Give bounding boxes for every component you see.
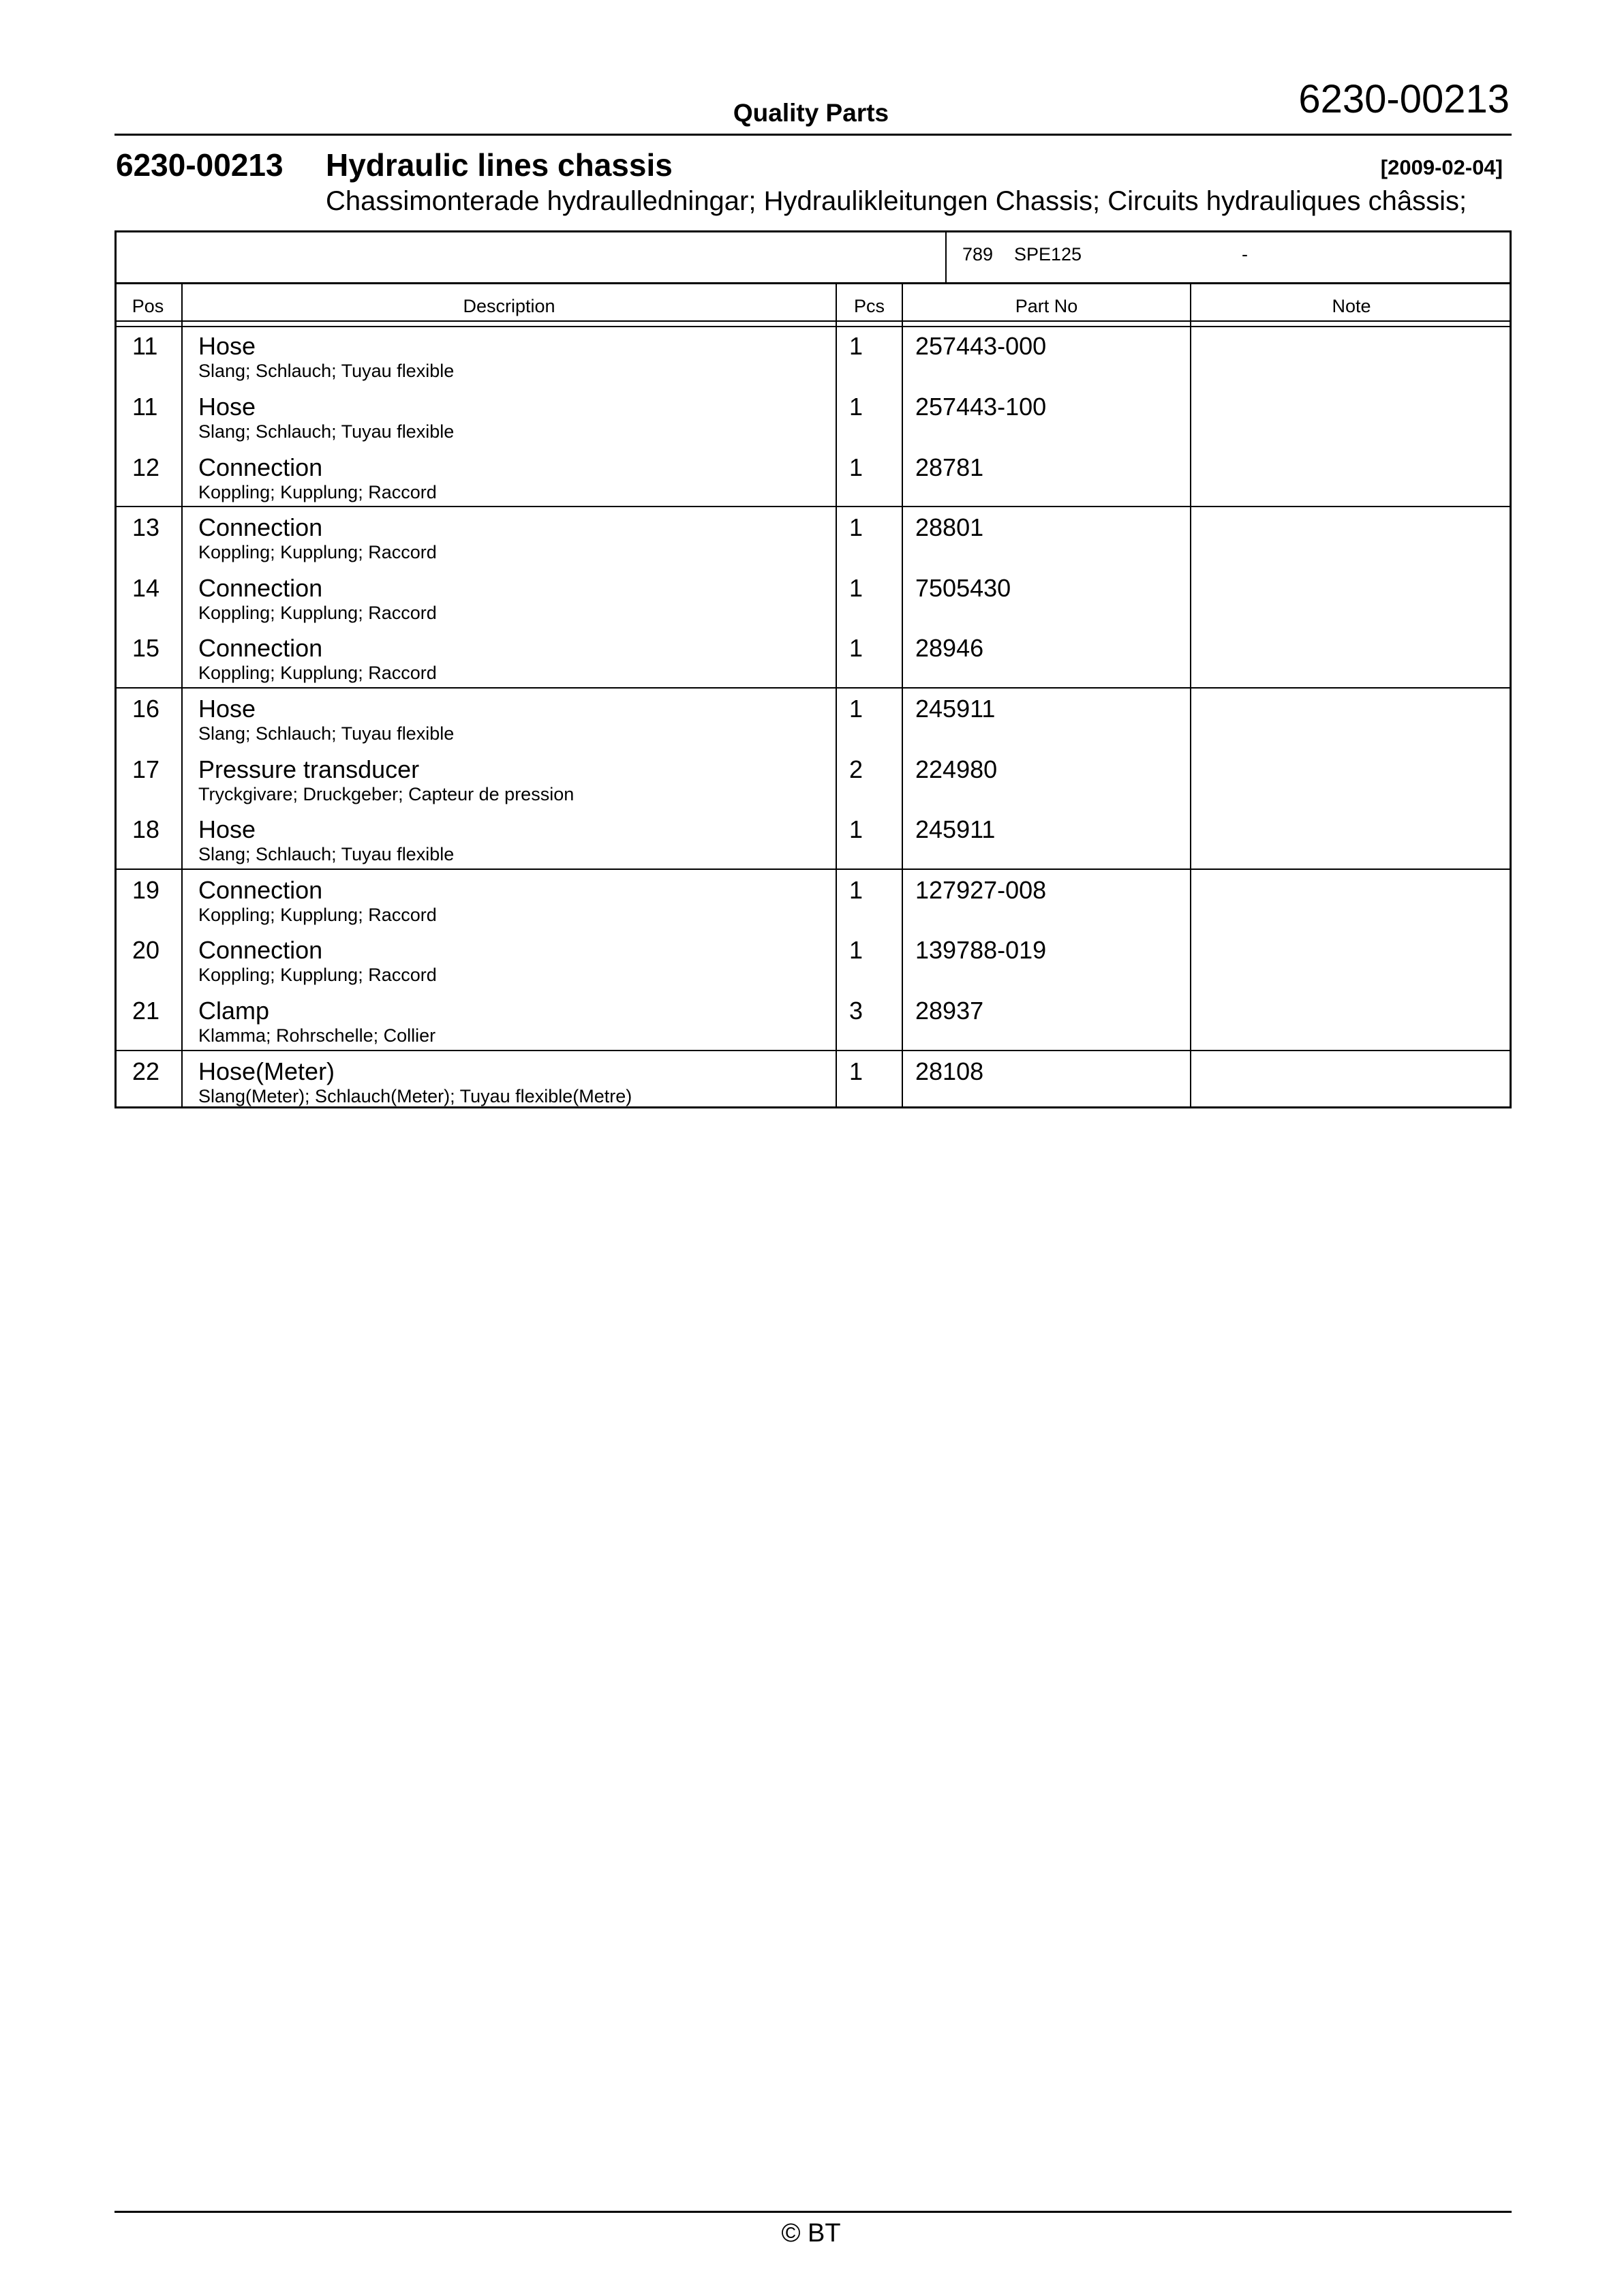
row-translation: Klamma; Rohrschelle; Collier	[198, 1025, 436, 1046]
row-description: Connection	[198, 634, 323, 662]
row-description: Connection	[198, 453, 323, 481]
row-description: Hose	[198, 695, 256, 723]
column-header-description: Description	[463, 296, 555, 316]
model-extra: -	[1242, 244, 1248, 265]
row-pcs: 1	[849, 1057, 863, 1085]
row-part-no: 245911	[915, 815, 996, 843]
column-header-part-no: Part No	[1015, 296, 1078, 316]
table-row	[0, 574, 1622, 634]
row-pos: 11	[132, 332, 158, 360]
row-pcs: 1	[849, 876, 863, 904]
row-translation: Koppling; Kupplung; Raccord	[198, 542, 437, 562]
model-row-divider	[114, 282, 1512, 284]
row-pos: 14	[132, 574, 160, 602]
model-number: 789	[962, 244, 994, 265]
model-divider	[945, 230, 947, 282]
document-subtitle: Chassimonterade hydraulledningar; Hydraulikleitungen Chassis; Circuits hydrauliques châssis;	[326, 186, 1467, 216]
row-part-no: 127927-008	[915, 876, 1047, 904]
row-description: Hose	[198, 332, 256, 360]
column-header-note: Note	[1332, 296, 1371, 316]
row-translation: Koppling; Kupplung; Raccord	[198, 905, 437, 925]
row-part-no: 28801	[915, 513, 984, 541]
row-pcs: 2	[849, 755, 863, 783]
row-part-no: 245911	[915, 695, 996, 723]
row-pcs: 1	[849, 695, 863, 723]
footer-copyright: © BT	[781, 2219, 841, 2248]
row-pcs: 3	[849, 997, 863, 1025]
row-pos: 17	[132, 755, 160, 783]
row-part-no: 28781	[915, 453, 984, 481]
row-description: Connection	[198, 574, 323, 602]
row-translation: Koppling; Kupplung; Raccord	[198, 603, 437, 623]
row-pos: 13	[132, 513, 160, 541]
row-pos: 22	[132, 1057, 160, 1085]
row-pcs: 1	[849, 936, 863, 964]
row-translation: Slang; Schlauch; Tuyau flexible	[198, 723, 455, 744]
table-row	[0, 453, 1622, 513]
row-pcs: 1	[849, 574, 863, 602]
row-description: Hose	[198, 393, 256, 421]
row-part-no: 28108	[915, 1057, 984, 1085]
row-pcs: 1	[849, 393, 863, 421]
header-title: Quality Parts	[733, 99, 889, 127]
header-doc-code: 6230-00213	[1298, 77, 1510, 121]
row-translation: Slang; Schlauch; Tuyau flexible	[198, 421, 455, 442]
table-row	[0, 815, 1622, 875]
row-pos: 18	[132, 815, 160, 843]
table-row	[0, 393, 1622, 453]
row-translation: Tryckgivare; Druckgeber; Capteur de pression	[198, 784, 575, 804]
row-translation: Slang(Meter); Schlauch(Meter); Tuyau flexible(Metre)	[198, 1086, 632, 1106]
table-row	[0, 876, 1622, 936]
row-pos: 16	[132, 695, 160, 723]
document-date: [2009-02-04]	[1380, 155, 1503, 179]
table-row	[0, 332, 1622, 392]
row-pcs: 1	[849, 453, 863, 481]
header-divider	[114, 134, 1512, 136]
footer-divider	[114, 2211, 1512, 2213]
row-pcs: 1	[849, 513, 863, 541]
row-pos: 12	[132, 453, 160, 481]
row-pos: 20	[132, 936, 160, 964]
table-row	[0, 634, 1622, 694]
row-description: Connection	[198, 513, 323, 541]
model-code: SPE125	[1014, 244, 1082, 265]
row-part-no: 139788-019	[915, 936, 1047, 964]
table-row	[0, 997, 1622, 1057]
table-row	[0, 695, 1622, 755]
row-description: Pressure transducer	[198, 755, 420, 783]
row-description: Hose(Meter)	[198, 1057, 335, 1085]
header-row-divider	[114, 320, 1512, 322]
row-translation: Koppling; Kupplung; Raccord	[198, 663, 437, 683]
table-row	[0, 1057, 1622, 1117]
row-translation: Slang; Schlauch; Tuyau flexible	[198, 844, 455, 864]
column-header-pcs: Pcs	[853, 296, 885, 316]
row-part-no: 257443-100	[915, 393, 1047, 421]
row-part-no: 28946	[915, 634, 984, 662]
row-translation: Koppling; Kupplung; Raccord	[198, 965, 437, 985]
row-part-no: 257443-000	[915, 332, 1047, 360]
table-row	[0, 755, 1622, 815]
row-part-no: 7505430	[915, 574, 1011, 602]
row-pos: 21	[132, 997, 160, 1025]
row-pos: 15	[132, 634, 160, 662]
row-pos: 11	[132, 393, 158, 421]
table-row	[0, 513, 1622, 573]
row-pcs: 1	[849, 815, 863, 843]
header-row-divider	[114, 326, 1512, 327]
column-header-pos: Pos	[132, 296, 164, 316]
row-description: Clamp	[198, 997, 270, 1025]
document-number: 6230-00213	[116, 147, 284, 183]
row-part-no: 224980	[915, 755, 998, 783]
row-translation: Koppling; Kupplung; Raccord	[198, 482, 437, 502]
row-translation: Slang; Schlauch; Tuyau flexible	[198, 361, 455, 381]
row-part-no: 28937	[915, 997, 984, 1025]
document-title: Hydraulic lines chassis	[326, 147, 673, 183]
row-pcs: 1	[849, 634, 863, 662]
table-row	[0, 936, 1622, 996]
row-pos: 19	[132, 876, 160, 904]
row-pcs: 1	[849, 332, 863, 360]
row-description: Connection	[198, 876, 323, 904]
row-description: Hose	[198, 815, 256, 843]
row-description: Connection	[198, 936, 323, 964]
